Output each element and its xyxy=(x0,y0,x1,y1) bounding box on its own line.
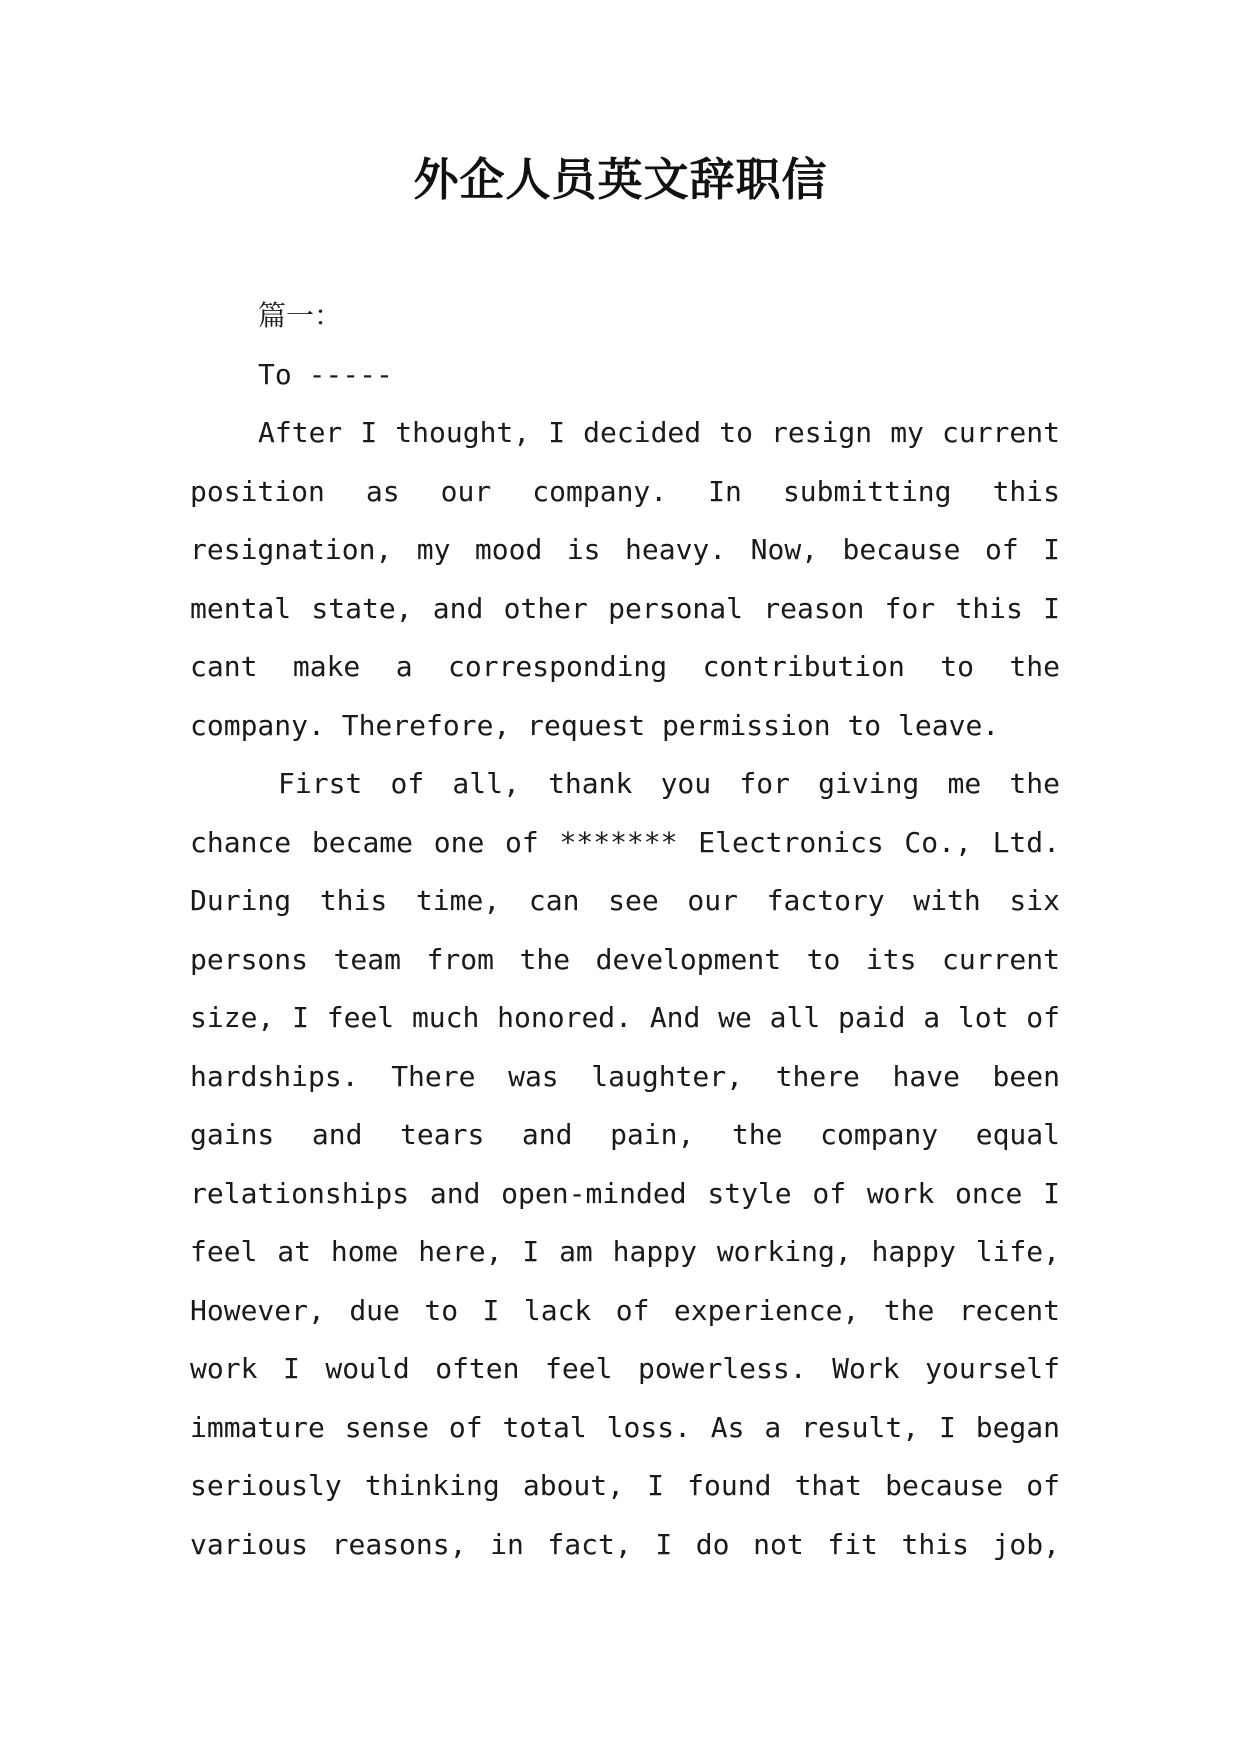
paragraph-1-line-6: company. Therefore, request permission to leave. xyxy=(190,708,1000,742)
paragraph-1-line-4: mental state, and other personal reason for this I xyxy=(190,591,1060,625)
paragraph-2-line-3: During this time, can see our factory with six xyxy=(190,884,1060,917)
paragraph-2-line-6: hardships. There was laughter, there have been xyxy=(190,1059,1060,1093)
paragraph-2-line-2: chance became one of ******* Electronics Co., Ltd. xyxy=(190,825,1060,859)
paragraph-2-line-14: various reasons, in fact, I do not fit this job, xyxy=(190,1527,1060,1561)
paragraph-1-line-1: After I thought, I decided to resign my current xyxy=(258,416,1060,449)
paragraph-2-line-13: seriously thinking about, I found that because of xyxy=(190,1469,1060,1502)
paragraph-2-line-7: gains and tears and pain, the company equal xyxy=(190,1118,1060,1151)
paragraph-2-line-11: work I would often feel powerless. Work yourself xyxy=(190,1352,1060,1385)
paragraph-1-line-5: cant make a corresponding contribution to the xyxy=(190,650,1060,683)
paragraph-2-line-1: First of all, thank you for giving me the xyxy=(278,767,1060,800)
paragraph-2-line-4: persons team from the development to its current xyxy=(190,942,1060,976)
document-body xyxy=(190,287,1060,1574)
paragraph-1-line-2: position as our company. In submitting this xyxy=(190,474,1060,508)
paragraph-2-line-10: However, due to I lack of experience, the recent xyxy=(190,1293,1060,1327)
paragraph-2-line-12: immature sense of total loss. As a result, I began xyxy=(190,1410,1060,1444)
salutation: To ----- xyxy=(258,357,393,391)
paragraph-2-line-9: feel at home here, I am happy working, happy life, xyxy=(190,1235,1060,1268)
paragraph-2-line-5: size, I feel much honored. And we all paid a lot of xyxy=(190,1001,1060,1034)
document-title: 外企人员英文辞职信 xyxy=(413,153,828,206)
paragraph-2-line-8: relationships and open-minded style of work once I xyxy=(190,1176,1060,1210)
section-label: 篇一： xyxy=(258,299,343,332)
paragraph-1-line-3: resignation, my mood is heavy. Now, because of I xyxy=(190,533,1060,566)
